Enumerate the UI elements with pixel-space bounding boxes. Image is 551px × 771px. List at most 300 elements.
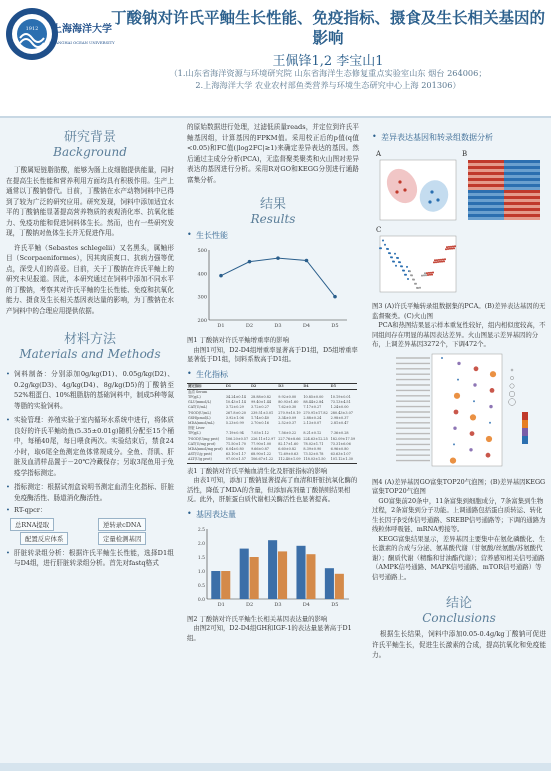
volcano-point [389, 252, 391, 254]
table-cell: 3.92±1.06 [225, 415, 244, 420]
volcano-point [429, 274, 431, 276]
heatmap-cell [480, 163, 492, 166]
heatmap-cell [468, 166, 480, 169]
volcano-point [427, 274, 429, 276]
y-tick-label: 500 [197, 248, 207, 254]
methods-title-cn: 材料方法 [63, 332, 116, 347]
heatmap-cell [516, 172, 528, 175]
background-title-en: Background [53, 145, 127, 159]
volcano-point [431, 274, 433, 276]
heatmap-cell [504, 169, 516, 172]
volcano-point [450, 246, 452, 248]
heatmap-cell [504, 184, 516, 187]
go-bubble [486, 452, 491, 457]
table-cell: MDA(nmol/mL) [188, 420, 215, 425]
go-kegg-bubble-chart [372, 350, 544, 474]
table-cell: 112.40±1.09 [278, 457, 301, 462]
table-cell: 10.19±0.01 [330, 394, 351, 399]
pca-point [428, 200, 431, 203]
x-tick-label: D1 [217, 323, 225, 329]
table-cell: 7.62±0.30 [278, 405, 297, 410]
heatmap-cell [516, 211, 528, 214]
volcano-point [407, 278, 409, 280]
methods-management: • 实验管理：养殖实验于室内循环水系统中进行，将体质良好的许氏平鲉幼鱼(5.35±0.01g)随机分配至15个桶中，每桶40尾，每日喂食两次。实验结束后，禁食24小时，取6尾全鱼测定鱼体常规成分。全鱼、背肌、肝脏及血清样品置于－20℃冷藏保存；另取3尾鱼用于免疫学指标测定。 [6, 415, 174, 478]
legend-size-circle [511, 369, 513, 371]
heatmap-cell [468, 214, 480, 217]
go-bubble [457, 378, 459, 380]
heatmap-cell [516, 175, 528, 178]
heatmap-cell [528, 199, 540, 202]
go-bubble [473, 383, 476, 386]
background-heading [6, 126, 174, 159]
legend-color-swatch [522, 428, 528, 436]
table-cell: 270.91±17.82 [303, 410, 328, 415]
y-tick-label: 0.5 [197, 583, 205, 589]
heatmap-cell [492, 190, 504, 193]
footer-bar [0, 763, 551, 771]
column-middle [187, 122, 359, 643]
x-tick-label: D2 [245, 323, 254, 329]
table-cell: 97.00±1.57 [225, 457, 246, 462]
qpcr-flowchart [6, 516, 174, 544]
table-cell: TP(g/L) [188, 394, 201, 399]
heatmap-cell [504, 199, 516, 202]
heatmap-cell [528, 190, 540, 193]
heatmap-cell [528, 217, 540, 220]
table-cell: 1.74±0.40 [250, 415, 269, 420]
heatmap-cell [504, 205, 516, 208]
table-cell: 182.09±17.59 [330, 436, 356, 441]
table-cell: CAT(U/mL) [188, 405, 208, 410]
table-cell: 6.04±0.80 [225, 446, 244, 451]
methods-title-en: Materials and Methods [19, 347, 161, 361]
go-bubble [474, 366, 479, 371]
heatmap-cell [480, 196, 492, 199]
table-cell: 118.03±1.50 [303, 457, 326, 462]
table-cell: AST(U/g prot) [188, 452, 213, 457]
volcano-point [438, 259, 440, 261]
growth-heading: • 生长性能 [187, 230, 359, 241]
heatmap-cell [492, 172, 504, 175]
heatmap-cell [468, 205, 480, 208]
table-cell: 2.52±0.37 [278, 420, 297, 425]
heatmap-cell [516, 217, 528, 220]
gene-bar [278, 551, 287, 599]
go-bubble [454, 409, 459, 414]
volcano-point [433, 261, 435, 263]
go-bubble [490, 388, 495, 393]
go-bubble [457, 361, 460, 364]
volcano-point [413, 279, 415, 281]
table-header-cell: D1 [225, 383, 232, 388]
heatmap-cell [480, 205, 492, 208]
volcano-point [434, 259, 436, 261]
y-tick-label: 300 [197, 294, 207, 301]
table-cell: 73.13±4.51 [330, 400, 351, 405]
heatmap-cell [528, 211, 540, 214]
volcano-point [439, 261, 441, 263]
table-cell: 73.31±6.06 [330, 441, 351, 446]
heatmap-cell [528, 214, 540, 217]
heatmap-cell [492, 175, 504, 178]
heatmap-cell [492, 184, 504, 187]
heatmap-cell [528, 178, 540, 181]
volcano-point [441, 261, 443, 263]
table-cell: 28.88±0.82 [250, 394, 272, 399]
go-bubble [486, 435, 492, 441]
table-cell: 267.8±0.20 [225, 410, 246, 415]
go-bubble [489, 421, 491, 423]
logo-cn-text: 上海海洋大学 [52, 24, 112, 35]
heatmap-cell [528, 166, 540, 169]
x-tick-label: D4 [302, 601, 311, 608]
y-tick-label: 1.0 [197, 569, 205, 575]
heatmap-cell [492, 205, 504, 208]
heatmap-cell [492, 166, 504, 169]
volcano-point [425, 274, 427, 276]
heatmap-cell [468, 181, 480, 184]
table-cell: 血清 Serum [188, 389, 208, 394]
conclusion-text: 根据生长结果，饲料中添加0.05-0.4g/kg丁酸钠可促进许氏平鲉生长，促进生长激素的合成，提高抗氧化和免疫能力。 [372, 630, 546, 659]
table-cell: 10.43±1.14 [225, 400, 246, 405]
volcano-point [393, 261, 395, 263]
deg-heading: • 差异表达基因和转录组数据分析 [372, 132, 546, 143]
pca-point [403, 188, 406, 191]
heatmap-cell [492, 214, 504, 217]
volcano-point [424, 272, 426, 274]
gene-bar [221, 571, 230, 599]
table-cell: 10.85±0.00 [303, 394, 324, 399]
fig1-caption: 图1 丁酸钠对许氏平鲉增重率的影响 [187, 336, 289, 344]
heatmap-cell [516, 208, 528, 211]
table-cell: 7.36±0.28 [330, 431, 349, 436]
heatmap-cell [504, 211, 516, 214]
poster-authors: 王佩锋1,2 李宝山1 [272, 54, 384, 69]
heatmap-cell [480, 217, 492, 220]
university-logo [4, 6, 115, 62]
fig4-description-2: KEGG富集结果显示，差异基因主要集中在氨化磷酸化、生长激素的合成与分泌、氨基酸代谢（甘氨酸/丝氨酸/苏氨酸代谢）；酮质代谢（精酯和甘油酯代谢）；营养感知相关信号通路（AMPK信号通路、MAPK信号通路、mTOR信号通路）等信号通路上。 [372, 534, 546, 581]
gene-bar [268, 540, 277, 599]
volcano-point [452, 246, 454, 248]
heatmap-cell [516, 163, 528, 166]
table-cell: 3.34±0.09 [278, 415, 297, 420]
table-cell: T-SOD(U/mL) [188, 410, 211, 415]
results-title-cn: 结果 [259, 197, 286, 212]
go-bubble [470, 431, 475, 436]
legend-size-circle [509, 391, 515, 397]
y-tick-label: 0.0 [197, 597, 205, 603]
table-cell: 8.21±0.12 [303, 431, 322, 436]
heatmap-cell [492, 178, 504, 181]
fig1-description: 由图1可知，D2-D4组增重率显著高于D1组，D5组增重率显著低于D1组，饲料系数高于D1组。 [187, 345, 358, 363]
pca-point [430, 190, 433, 193]
heatmap-cell [516, 169, 528, 172]
heatmap-cell [492, 163, 504, 166]
table-row [187, 457, 357, 463]
conclusion-title-cn: 结论 [445, 596, 472, 611]
heatmap-cell [468, 208, 480, 211]
table-header-cell: D4 [303, 383, 309, 388]
heatmap-cell [468, 217, 480, 220]
heatmap-cell [528, 196, 540, 199]
go-bubble [453, 426, 456, 429]
pca-point [436, 198, 439, 201]
heatmap-cell [528, 193, 540, 196]
pca-point [395, 190, 398, 193]
table-cell: 101.12±1.30 [330, 457, 353, 462]
heatmap-cell [528, 202, 540, 205]
heatmap-cell [480, 199, 492, 202]
heatmap-cell [480, 214, 492, 217]
table-cell: 7.56±0.22 [278, 431, 297, 436]
heatmap-cell [504, 160, 516, 163]
heatmap-cell [504, 196, 516, 199]
heatmap-cell [492, 196, 504, 199]
go-bubble [453, 443, 455, 445]
background-title-cn: 研究背景 [63, 130, 116, 145]
table-cell: 2.98±0.37 [330, 415, 349, 420]
volcano-point [411, 274, 413, 276]
heatmap-cell [516, 205, 528, 208]
volcano-point [397, 257, 399, 259]
fig4-caption: 图4 (A)差异基因GO富集TOP20气泡图；(B)差异基因KEGG富集TOP20气泡图 [372, 477, 546, 495]
legend-size-circle [510, 376, 513, 379]
heatmap-cell [480, 187, 492, 190]
heatmap-cell [492, 202, 504, 205]
volcano-point [443, 260, 445, 262]
flow-step-system: 配置反应体系 [20, 532, 68, 545]
heatmap-cell [528, 184, 540, 187]
heatmap-cell [516, 187, 528, 190]
fig4-description-1: GO富集前20条中，11条富集到细胞成分，7条富集到生物过程，2条富集到分子功能。上调通路包括蛋白质转运、转化生长因子β受体信号通路、SREBP信号通路等；下调的通路为线粒体呼吸链、mRNA剪接等。 [372, 496, 546, 533]
methods-heading [6, 328, 174, 361]
y-tick-label: 200 [197, 318, 207, 324]
volcano-point [380, 247, 382, 249]
heatmap-cell [468, 190, 480, 193]
table-header-cell: D2 [250, 383, 257, 388]
volcano-point [437, 261, 439, 263]
heatmap-cell [516, 181, 528, 184]
biochem-table [187, 383, 357, 464]
volcano-point [405, 274, 407, 276]
volcano-point [451, 248, 453, 250]
volcano-point [445, 248, 447, 250]
heatmap-cell [468, 175, 480, 178]
heatmap-cell [492, 193, 504, 196]
legend-color-swatch [522, 412, 528, 420]
heatmap-cell [492, 199, 504, 202]
biochem-heading: • 生化指标 [187, 369, 359, 380]
volcano-point [399, 261, 401, 263]
volcano-point [409, 270, 411, 272]
heatmap-cell [492, 211, 504, 214]
column-left [6, 122, 174, 569]
volcano-point [436, 259, 438, 261]
x-tick-label: D3 [274, 323, 282, 329]
table-cell: 88.44±2.84 [303, 400, 324, 405]
weight-gain-point [219, 274, 223, 278]
volcano-point [446, 246, 448, 248]
heatmap-cell [480, 169, 492, 172]
heatmap-cell [516, 202, 528, 205]
column-right [372, 122, 546, 661]
heatmap-cell [480, 211, 492, 214]
heatmap-cell [480, 184, 492, 187]
flow-step-detect: 定量检测基因 [98, 532, 146, 545]
gene-bar [335, 573, 344, 598]
volcano-point [432, 272, 434, 274]
table-cell: CAT(U/mg prot) [188, 441, 216, 446]
table-cell: 63.63±1.07 [330, 452, 351, 457]
table-cell: 7.05±1.12 [250, 431, 269, 436]
logo-year: 1912 [25, 26, 39, 32]
heatmap-cell [468, 187, 480, 190]
volcano-point [428, 272, 430, 274]
heatmap-cell [516, 196, 528, 199]
gene-expression-heading: • 基因表达量 [187, 509, 359, 520]
heatmap-cell [504, 166, 516, 169]
heatmap-cell [528, 163, 540, 166]
legend-size-circle [510, 383, 514, 387]
weight-gain-point [333, 295, 337, 299]
volcano-point [394, 253, 396, 255]
table-cell: 3.72±0.29 [225, 405, 244, 410]
volcano-point [419, 287, 421, 289]
legend-color-swatch [522, 436, 528, 444]
heatmap-cell [468, 172, 480, 175]
volcano-point [423, 274, 425, 276]
heatmap-cell [504, 163, 516, 166]
heatmap-cell [504, 172, 516, 175]
results-title-en: Results [250, 212, 296, 226]
gene-expression-chart [187, 523, 355, 611]
volcano-point [401, 265, 403, 267]
heatmap-cell [504, 175, 516, 178]
fig3-caption: 图3 (A)许氏平鲉转录组数据集的PCA。(B)差异表达基因的无监督聚类。(C)火山图 [372, 302, 546, 320]
volcano-point [449, 248, 451, 250]
fig2-description: 由图2可知，D2-D4组GH和IGF-1的表达量显著高于D1组。 [187, 624, 352, 642]
table-cell: 80.93±1.60 [278, 400, 299, 405]
table-cell: 71.50±1.70 [225, 441, 246, 446]
table-cell: 77.90±1.00 [250, 441, 272, 446]
heatmap-cell [528, 181, 540, 184]
pca-point [398, 180, 401, 183]
volcano-point [382, 240, 384, 242]
gene-bar [250, 557, 259, 599]
affiliation-2: 2.上海海洋大学 农业农村部鱼类营养与环境生态研究中心上海 201306） [195, 80, 461, 90]
heatmap-cell [516, 199, 528, 202]
volcano-point [440, 259, 442, 261]
volcano-point [426, 272, 428, 274]
heatmap-cell [528, 175, 540, 178]
go-bubble [469, 448, 472, 451]
table-cell: TP(g/L) [188, 431, 201, 436]
heatmap-cell [528, 169, 540, 172]
table-cell: GLU(mmol/L) [188, 400, 212, 405]
methods-continued: 的原始数据进行处理，过滤低质量reads，并定位到许氏平鲉基因组，计算基因的FPKM值。采用校正后的p值(q值<0.05)和FC值(|log2FC|≥1)来确定差异表达的基因。然后通过主成分分析(PCA)，无监督聚类聚类和火山图对差异表达的基因进行分析。采用R对GO和KEGG分别进行通路富集分析。 [187, 123, 359, 184]
gene-bar [211, 571, 220, 599]
heatmap-cell [516, 214, 528, 217]
heatmap-cell [504, 202, 516, 205]
table-cell: 7.19±0.94 [225, 431, 244, 436]
heatmap-cell [480, 172, 492, 175]
table-cell: 224.63±12.25 [303, 436, 328, 441]
go-bubble [454, 392, 460, 398]
heatmap-cell [504, 178, 516, 181]
heatmap-cell [468, 202, 480, 205]
weight-gain-point [305, 259, 309, 263]
table-header-cell: D5 [330, 383, 336, 388]
volcano-point [435, 261, 437, 263]
volcano-point [442, 259, 444, 261]
heatmap-cell [480, 181, 492, 184]
table-row [187, 437, 357, 442]
heatmap-cell [480, 190, 492, 193]
y-tick-label: 400 [197, 271, 207, 278]
table-cell: 226.11±12.97 [250, 436, 276, 441]
volcano-point [454, 245, 456, 247]
heatmap-cell [504, 193, 516, 196]
table-cell: 227.76±8.66 [278, 436, 301, 441]
table-cell: 6.60±0.82 [278, 446, 297, 451]
table-cell: 270.9±10.19 [278, 410, 301, 415]
methods-transcriptome: • 肝脏转录组分析：根据许氏平鲉生长性能，选择D1组与D4组，进行肝脏转录组分析。首先对fastq格式 [6, 548, 174, 569]
heatmap-cell [492, 187, 504, 190]
y-tick-label: 2.0 [197, 541, 205, 547]
table-cell: 239.51±3.01 [250, 410, 274, 415]
table-cell: 3.72±0.27 [250, 405, 269, 410]
poster-header [0, 0, 551, 118]
table-cell: 63.10±1.17 [225, 452, 246, 457]
gene-bar [296, 545, 305, 598]
table-cell: 5.23±0.99 [225, 420, 244, 425]
table-cell: 7.17±0.27 [303, 405, 322, 410]
heatmap-cell [480, 166, 492, 169]
volcano-point [448, 246, 450, 248]
pca-heatmap-volcano-figure [372, 146, 544, 296]
x-tick-label: D3 [274, 601, 282, 608]
heatmap-cell [492, 208, 504, 211]
table-cell: 9.66±0.87 [250, 446, 269, 451]
results-heading [187, 193, 359, 226]
table-cell: 82.17±1.60 [278, 441, 299, 446]
flow-step-rna: 总RNA提取 [10, 518, 54, 531]
go-plot-frame [432, 354, 502, 466]
table-cell: 2.81±0.47 [330, 420, 349, 425]
table-cell: GSH(μmol/L) [188, 415, 211, 420]
heatmap-cell [468, 211, 480, 214]
go-bubble [450, 457, 456, 463]
table-cell: MDA(nmol/mg prot) [188, 446, 223, 451]
volcano-point [415, 283, 417, 285]
heatmap-cell [504, 187, 516, 190]
conclusion-title-en: Conclusions [422, 611, 496, 625]
heatmap-cell [468, 184, 480, 187]
heatmap-cell [468, 169, 480, 172]
gene-bar [240, 548, 249, 598]
panel-a-label: A [376, 150, 382, 158]
table-header-cell: D3 [278, 383, 284, 388]
heatmap-cell [492, 160, 504, 163]
heatmap-cell [528, 160, 540, 163]
go-bubble [470, 414, 476, 420]
panel-b-label: B [462, 150, 468, 158]
heatmap-cell [504, 181, 516, 184]
volcano-plot-frame [380, 236, 456, 292]
background-paragraph-2: 许氏平鲉（Sebastes schlegelii）又名黑头，属鲉形目（Scorpaeniformes），因其肉质爽口、抗病力强等优点，深受人们的喜爱。目前，关于丁酸钠在许氏平鲉上的研究未见报道。因此，本研究通过在饲料中添加不同水平的丁酸钠，考察其对许氏平鲉的生长性能、免疫和抗氧化能力、摄食及生长相关基因表达量的影响，为丁酸钠在水产饲料中的合理应用提供依据。 [6, 243, 174, 315]
x-tick-label: D5 [331, 323, 339, 329]
volcano-point [421, 275, 423, 277]
